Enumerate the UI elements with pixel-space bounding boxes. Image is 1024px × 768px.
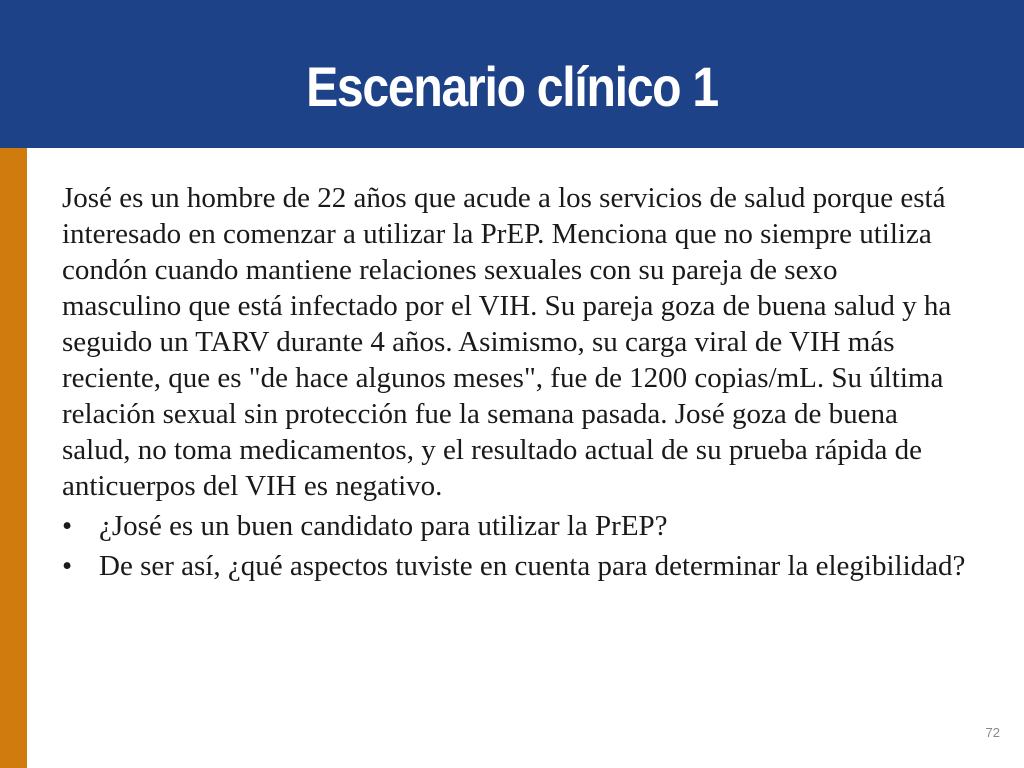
question-list xyxy=(62,508,992,584)
slide-body xyxy=(62,180,992,588)
page-number: 72 xyxy=(985,725,1000,740)
accent-bar xyxy=(0,148,27,768)
question-item xyxy=(62,508,992,544)
question-item xyxy=(62,548,992,584)
bullet-icon: • xyxy=(62,550,73,582)
question-text: De ser así, ¿qué aspectos tuviste en cuenta para determinar la elegibilidad? xyxy=(99,550,966,582)
slide-title: Escenario clínico 1 xyxy=(306,55,718,118)
case-description: José es un hombre de 22 años que acude a los servicios de salud porque está interesado en comenzar a utilizar la PrEP. Menciona que no siempre utiliza condón cuando mantiene relaciones sexuales con su pareja de sexo masculino que está infectado por el VIH. Su pareja goza de buena salud y ha seguido un TARV durante 4 años. Asimismo, su carga viral de VIH más reciente, que es "de hace algunos meses", fue de 1200 copias/mL. Su última relación sexual sin protección fue la semana pasada. José goza de buena salud, no toma medicamentos, y el resultado actual de su prueba rápida de anticuerpos del VIH es negativo. xyxy=(62,182,952,502)
question-text: ¿José es un buen candidato para utilizar la PrEP? xyxy=(99,510,668,542)
title-banner xyxy=(0,0,1024,148)
bullet-icon: • xyxy=(62,510,73,542)
